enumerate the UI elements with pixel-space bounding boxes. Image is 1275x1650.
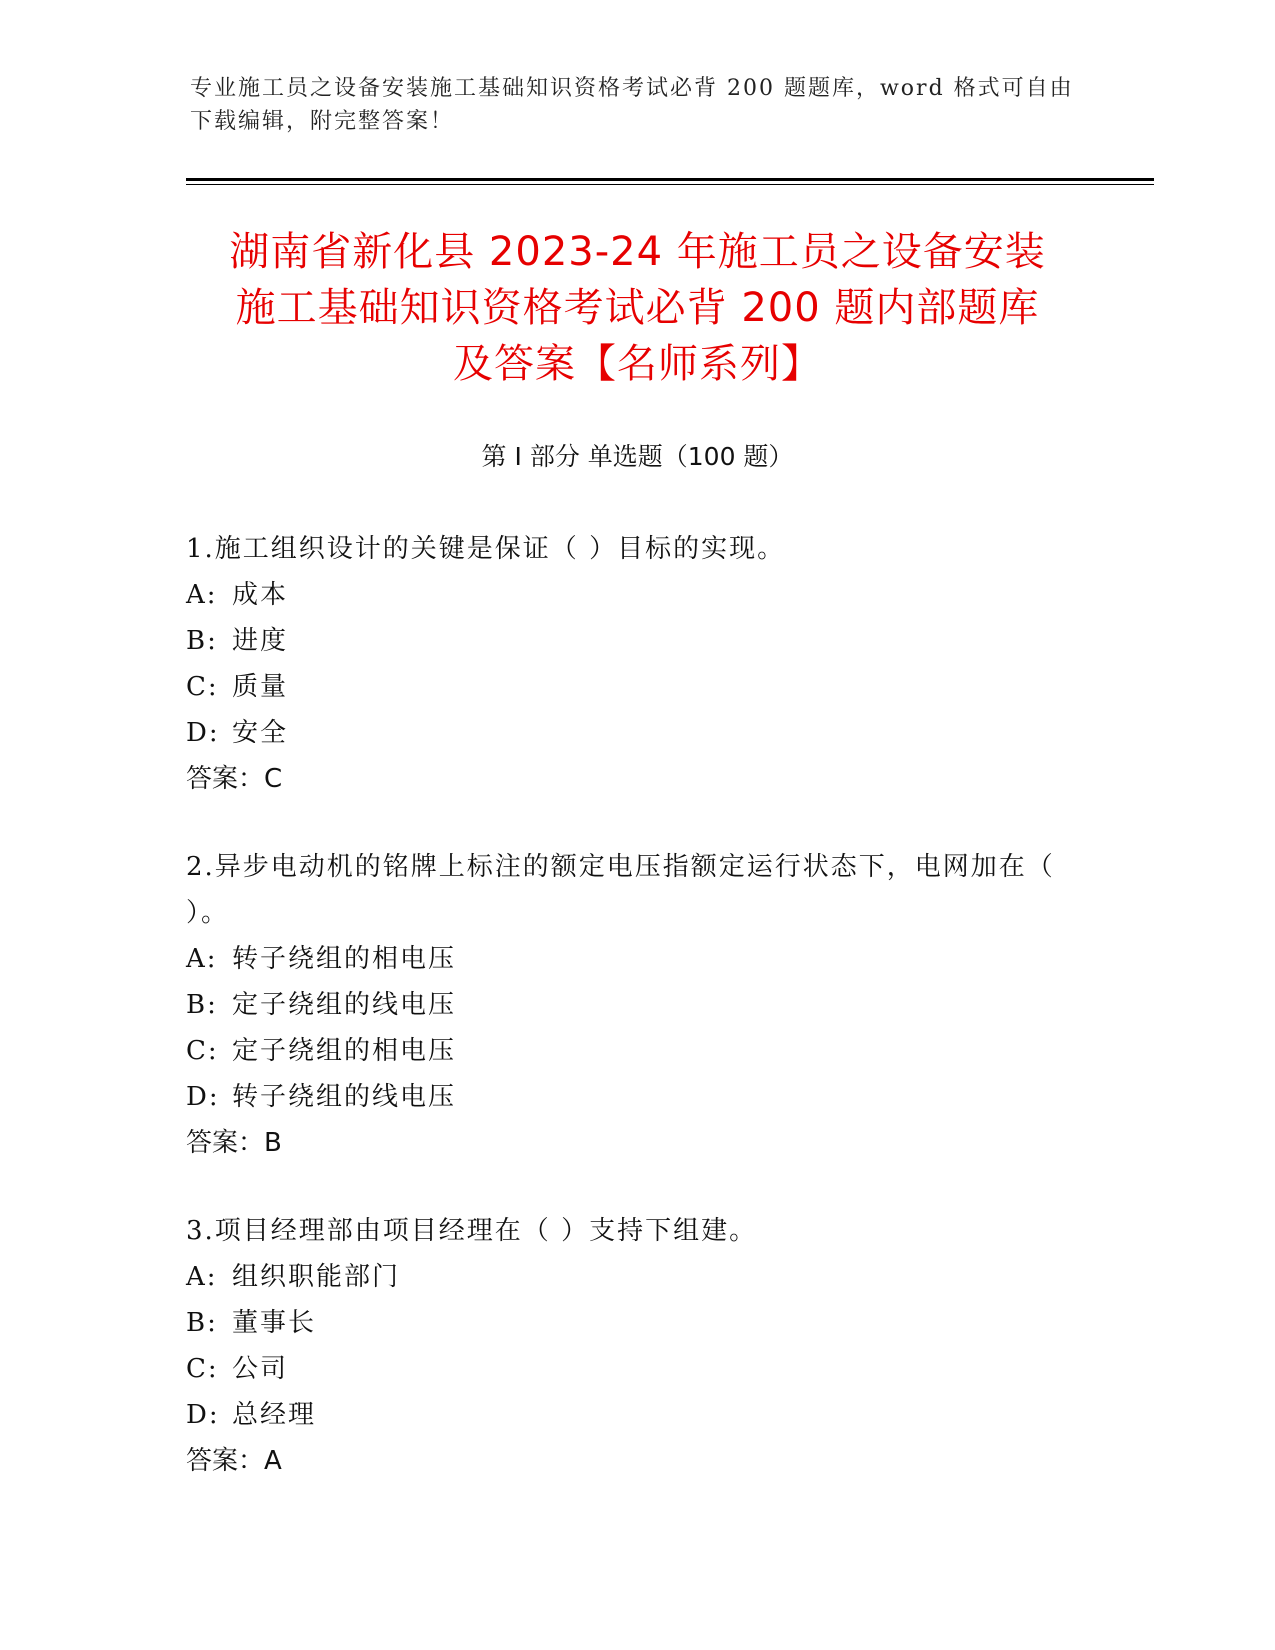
- option-b: [186, 1300, 1086, 1346]
- option-d: [186, 1074, 1086, 1120]
- question-item: [186, 1208, 1086, 1484]
- option-d: [186, 1392, 1086, 1438]
- option-text: 定子绕组的相电压: [232, 1036, 457, 1066]
- option-key: D:: [186, 1400, 220, 1430]
- question-stem: 1.施工组织设计的关键是保证（ ）目标的实现。: [186, 534, 786, 564]
- option-key: B:: [186, 1308, 218, 1338]
- document-title-line-3: 及答案【名师系列】: [453, 341, 822, 387]
- option-key: C:: [186, 1036, 219, 1066]
- option-a: [186, 936, 1086, 982]
- option-a: [186, 1254, 1086, 1300]
- option-key: A:: [186, 944, 218, 974]
- answer-line: 答案：C: [186, 764, 283, 794]
- option-text: 转子绕组的线电压: [232, 1082, 457, 1112]
- option-c: [186, 1028, 1086, 1074]
- option-b: [186, 982, 1086, 1028]
- option-key: C:: [186, 1354, 219, 1384]
- option-key: B:: [186, 990, 218, 1020]
- option-d: [186, 710, 1086, 756]
- option-c: [186, 664, 1086, 710]
- option-key: C:: [186, 672, 219, 702]
- option-key: D:: [186, 718, 220, 748]
- document-title-line-1: 湖南省新化县 2023-24 年施工员之设备安装: [229, 229, 1046, 275]
- document-title: [150, 224, 1125, 392]
- option-text: 董事长: [232, 1308, 317, 1338]
- option-text: 公司: [232, 1354, 289, 1384]
- option-key: A:: [186, 580, 218, 610]
- option-a: [186, 572, 1086, 618]
- option-text: 组织职能部门: [232, 1262, 401, 1292]
- option-text: 转子绕组的相电压: [232, 944, 457, 974]
- header-note-line-2: 下载编辑，附完整答案！: [190, 109, 455, 134]
- option-c: [186, 1346, 1086, 1392]
- option-key: B:: [186, 626, 218, 656]
- answer-line: 答案：B: [186, 1128, 282, 1158]
- question-item: [186, 526, 1086, 802]
- option-key: D:: [186, 1082, 220, 1112]
- option-text: 质量: [232, 672, 289, 702]
- option-text: 成本: [232, 580, 289, 610]
- header-note: [190, 72, 1090, 138]
- question-item: [186, 844, 1086, 1166]
- option-key: A:: [186, 1262, 218, 1292]
- document-title-line-2: 施工基础知识资格考试必背 200 题内部题库: [235, 285, 1040, 331]
- option-b: [186, 618, 1086, 664]
- header-note-line-1: 专业施工员之设备安装施工基础知识资格考试必背 200 题题库，word 格式可自由: [190, 76, 1074, 101]
- section-title: 第 I 部分 单选题（100 题）: [481, 442, 794, 471]
- question-stem: 2.异步电动机的铭牌上标注的额定电压指额定运行状态下，电网加在（ ）。: [186, 852, 1055, 928]
- question-stem: 3.项目经理部由项目经理在（ ）支持下组建。: [186, 1216, 758, 1246]
- option-text: 安全: [232, 718, 289, 748]
- option-text: 进度: [232, 626, 289, 656]
- question-list: [186, 526, 1086, 1526]
- answer-line: 答案：A: [186, 1446, 282, 1476]
- option-text: 定子绕组的线电压: [232, 990, 457, 1020]
- option-text: 总经理: [232, 1400, 317, 1430]
- header-divider-thick: [186, 178, 1154, 181]
- header-divider-thin: [186, 184, 1154, 185]
